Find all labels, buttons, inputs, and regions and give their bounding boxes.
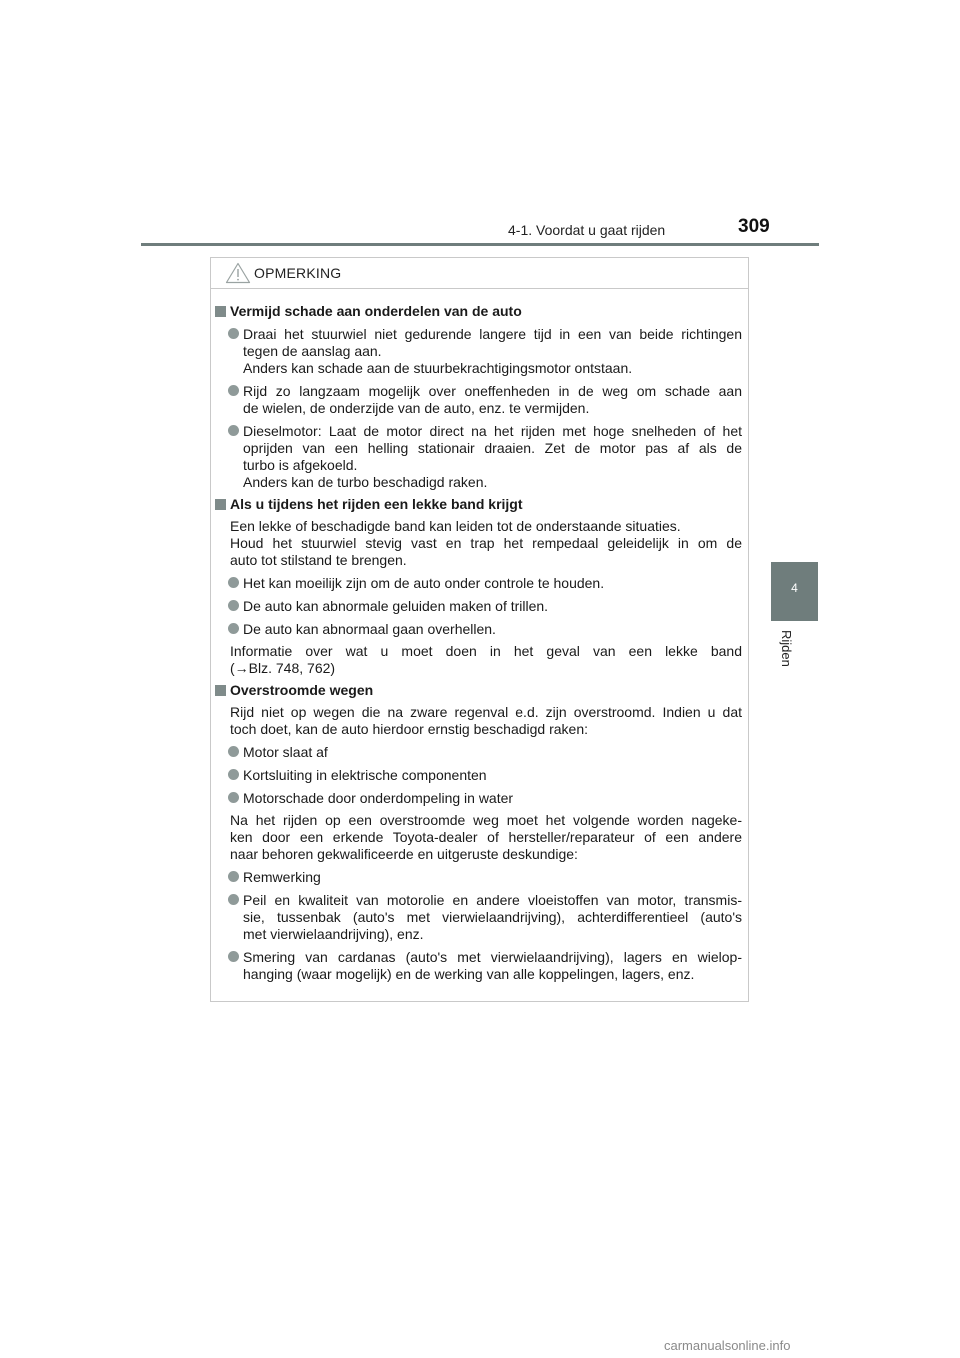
text-line: Houd het stuurwiel stevig vast en trap het rempedaal geleidelijk in om de [230, 535, 742, 551]
section-heading [211, 303, 750, 320]
warning-triangle-icon [225, 262, 251, 284]
section-heading [211, 682, 750, 699]
square-bullet-icon [215, 685, 226, 696]
bullet-item [243, 744, 742, 761]
text-line: Anders kan de turbo beschadigd raken. [243, 474, 488, 490]
text-line: tegen de aanslag aan. [243, 343, 382, 359]
bullet-dot-icon [228, 746, 239, 757]
paragraph [230, 704, 742, 738]
bullet-item [243, 790, 742, 807]
text-line: Rijd niet op wegen die na zware regenval e.d. zijn overstroomd. Indien u dat [230, 704, 742, 720]
bullet-dot-icon [228, 623, 239, 634]
notice-content [211, 298, 750, 983]
text-line: Remwerking [243, 869, 321, 885]
bullet-dot-icon [228, 328, 239, 339]
text-line: De auto kan abnormaal gaan overhellen. [243, 621, 496, 637]
chapter-tab-label [780, 630, 808, 690]
text-line: Motorschade door onderdompeling in water [243, 790, 514, 806]
text-line: auto tot stilstand te brengen. [230, 552, 407, 568]
text-line: Kortsluiting in elektrische componenten [243, 767, 487, 783]
bullet-item [243, 423, 742, 491]
square-bullet-icon [215, 499, 226, 510]
text-line: Na het rijden op een overstroomde weg moet het volgende worden nageke- [230, 812, 742, 828]
bullet-dot-icon [228, 871, 239, 882]
bullet-item [243, 383, 742, 417]
bullet-dot-icon [228, 600, 239, 611]
text-line: met vierwielaandrijving), enz. [243, 926, 424, 942]
bullet-dot-icon [228, 425, 239, 436]
paragraph [230, 518, 742, 569]
bullet-dot-icon [228, 894, 239, 905]
text-line: Rijd zo langzaam mogelijk over oneffenheden in de weg om schade aan [243, 383, 742, 399]
text-line: Draai het stuurwiel niet gedurende langere tijd in een van beide richtingen [243, 326, 742, 342]
bullet-item [243, 575, 742, 592]
text-line: Een lekke of beschadigde band kan leiden tot de onderstaande situaties. [230, 518, 681, 534]
section-heading-text: Vermijd schade aan onderdelen van de auto [230, 303, 522, 319]
text-line: sie, tussenbak (auto's met vierwielaandrijving), achterdifferentieel (auto's [243, 909, 742, 925]
text-line: naar behoren gekwalificeerde en uitgeruste deskundige: [230, 846, 578, 862]
chapter-tab-label-text: Rijden [779, 630, 794, 667]
text-line: Het kan moeilijk zijn om de auto onder controle te houden. [243, 575, 605, 591]
bullet-item [243, 621, 742, 638]
chapter-tab-number: 4 [791, 581, 798, 595]
watermark: carmanualsonline.info [664, 1338, 791, 1353]
text-line: oprijden van een helling stationair draaien. Zet de motor pas af als de [243, 440, 742, 456]
notice-header [211, 258, 748, 289]
section-heading-text: Als u tijdens het rijden een lekke band krijgt [230, 496, 523, 512]
text-line: ken door een erkende Toyota-dealer of hersteller/reparateur of een andere [230, 829, 742, 845]
bullet-item [243, 892, 742, 943]
text-line: toch doet, kan de auto hierdoor ernstig beschadigd raken: [230, 721, 589, 737]
text-line: Smering van cardanas (auto's met vierwielaandrijving), lagers en wielop- [243, 949, 742, 965]
bullet-item [243, 598, 742, 615]
text-line: (→Blz. 748, 762) [230, 660, 336, 676]
text-line: de wielen, de onderzijde van de auto, enz. te vermijden. [243, 400, 590, 416]
header-divider [141, 243, 819, 246]
paragraph [230, 643, 742, 677]
paragraph [230, 812, 742, 863]
text-line: Informatie over wat u moet doen in het geval van een lekke band [230, 643, 742, 659]
notice-title: OPMERKING [254, 265, 342, 281]
bullet-dot-icon [228, 951, 239, 962]
text-line: Peil en kwaliteit van motorolie en andere vloeistoffen van motor, transmis- [243, 892, 742, 908]
section-heading [211, 496, 750, 513]
text-line: Anders kan schade aan de stuurbekrachtigingsmotor ontstaan. [243, 360, 633, 376]
chapter-tab [771, 562, 818, 621]
bullet-item [243, 326, 742, 377]
page-number: 309 [738, 216, 770, 237]
notice-box [210, 257, 749, 1002]
bullet-item [243, 949, 742, 983]
bullet-item [243, 767, 742, 784]
bullet-dot-icon [228, 577, 239, 588]
bullet-dot-icon [228, 792, 239, 803]
section-heading-text: Overstroomde wegen [230, 682, 374, 698]
square-bullet-icon [215, 306, 226, 317]
bullet-dot-icon [228, 769, 239, 780]
bullet-item [243, 869, 742, 886]
text-line: turbo is afgekoeld. [243, 457, 358, 473]
section-title: 4-1. Voordat u gaat rijden [508, 222, 666, 238]
bullet-dot-icon [228, 385, 239, 396]
text-line: Motor slaat af [243, 744, 328, 760]
text-line: Dieselmotor: Laat de motor direct na het rijden met hoge snelheden of het [243, 423, 742, 439]
text-line: hanging (waar mogelijk) en de werking van alle koppelingen, lagers, enz. [243, 966, 695, 982]
text-line: De auto kan abnormale geluiden maken of trillen. [243, 598, 549, 614]
